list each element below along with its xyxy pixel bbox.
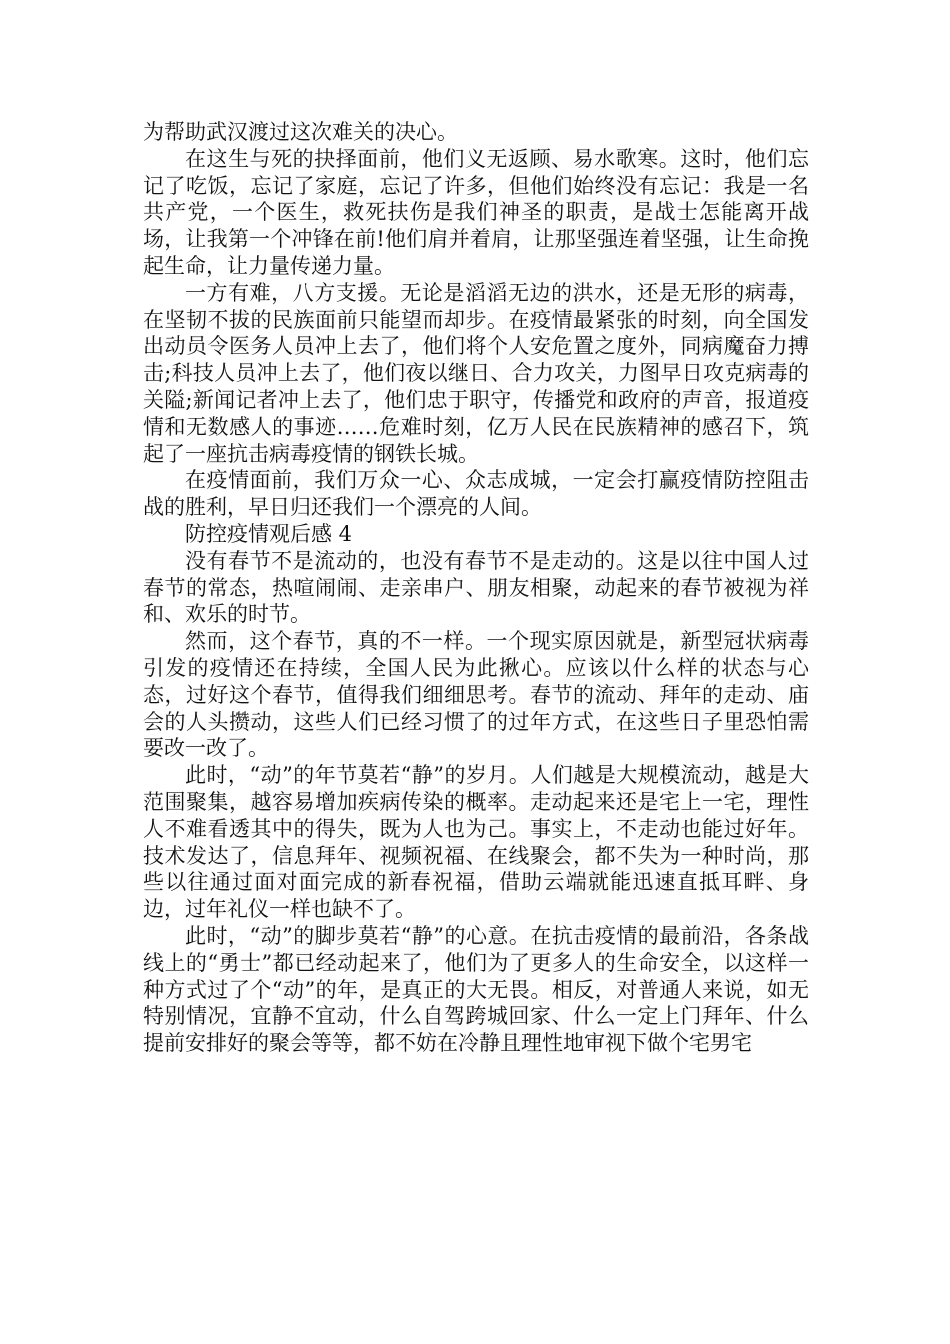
- paragraph-2: 在这生与死的抉择面前，他们义无返顾、易水歌寒。这时，他们忘记了吃饭，忘记了家庭，忘记了许多，但他们始终没有忘记：我是一名共产党，一个医生，救死扶伤是我们神圣的职责，是战士怎能离开战场，让我第一个冲锋在前!他们肩并着肩，让那坚强连着坚强，让生命挽起生命，让力量传递力量。: [143, 146, 809, 278]
- document-body: [143, 119, 809, 1057]
- paragraph-4: 在疫情面前，我们万众一心、众志成城，一定会打赢疫情防控阻击战的胜利，早日归还我们一个漂亮的人间。: [143, 468, 809, 520]
- paragraph-6: 然而，这个春节，真的不一样。一个现实原因就是，新型冠状病毒引发的疫情还在持续，全国人民为此揪心。应该以什么样的状态与心态，过好这个春节，值得我们细细思考。春节的流动、拜年的走动、庙会的人头攒动，这些人们已经习惯了的过年方式，在这些日子里恐怕需要改一改了。: [143, 629, 809, 761]
- section-heading: 防控疫情观后感 4: [185, 521, 353, 546]
- paragraph-5: 没有春节不是流动的，也没有春节不是走动的。这是以往中国人过春节的常态，热喧闹闹、走亲串户、朋友相聚，动起来的春节被视为祥和、欢乐的时节。: [143, 548, 809, 627]
- paragraph-3: 一方有难，八方支援。无论是滔滔无边的洪水，还是无形的病毒，在坚韧不拔的民族面前只能望而却步。在疫情最紧张的时刻，向全国发出动员令医务人员冲上去了，他们将个人安危置之度外，同病魔奋力搏击;科技人员冲上去了，他们夜以继日、合力攻关，力图早日攻克病毒的关隘;新闻记者冲上去了，他们忠于职守，传播党和政府的声音，报道疫情和无数感人的事迹……危难时刻，亿万人民在民族精神的感召下，筑起了一座抗击病毒疫情的钢铁长城。: [143, 280, 809, 466]
- paragraph-8: 此时，“动”的脚步莫若“静”的心意。在抗击疫情的最前沿，各条战线上的“勇士”都已经动起来了，他们为了更多人的生命安全，以这样一种方式过了个“动”的年，是真正的大无畏。相反，对普通人来说，如无特别情况，宜静不宜动，什么自驾跨城回家、什么一定上门拜年、什么提前安排好的聚会等等，都不妨在冷静且理性地审视下做个宅男宅: [143, 923, 809, 1056]
- paragraph-7: 此时，“动”的年节莫若“静”的岁月。人们越是大规模流动，越是大范围聚集，越容易增加疾病传染的概率。走动起来还是宅上一宅，理性人不难看透其中的得失，既为人也为己。事实上，不走动也能过好年。技术发达了，信息拜年、视频祝福、在线聚会，都不失为一种时尚，那些以往通过面对面完成的新春祝福，借助云端就能迅速直抵耳畔、身边，过年礼仪一样也缺不了。: [143, 763, 809, 922]
- paragraph-1: 为帮助武汉渡过这次难关的决心。: [143, 120, 458, 144]
